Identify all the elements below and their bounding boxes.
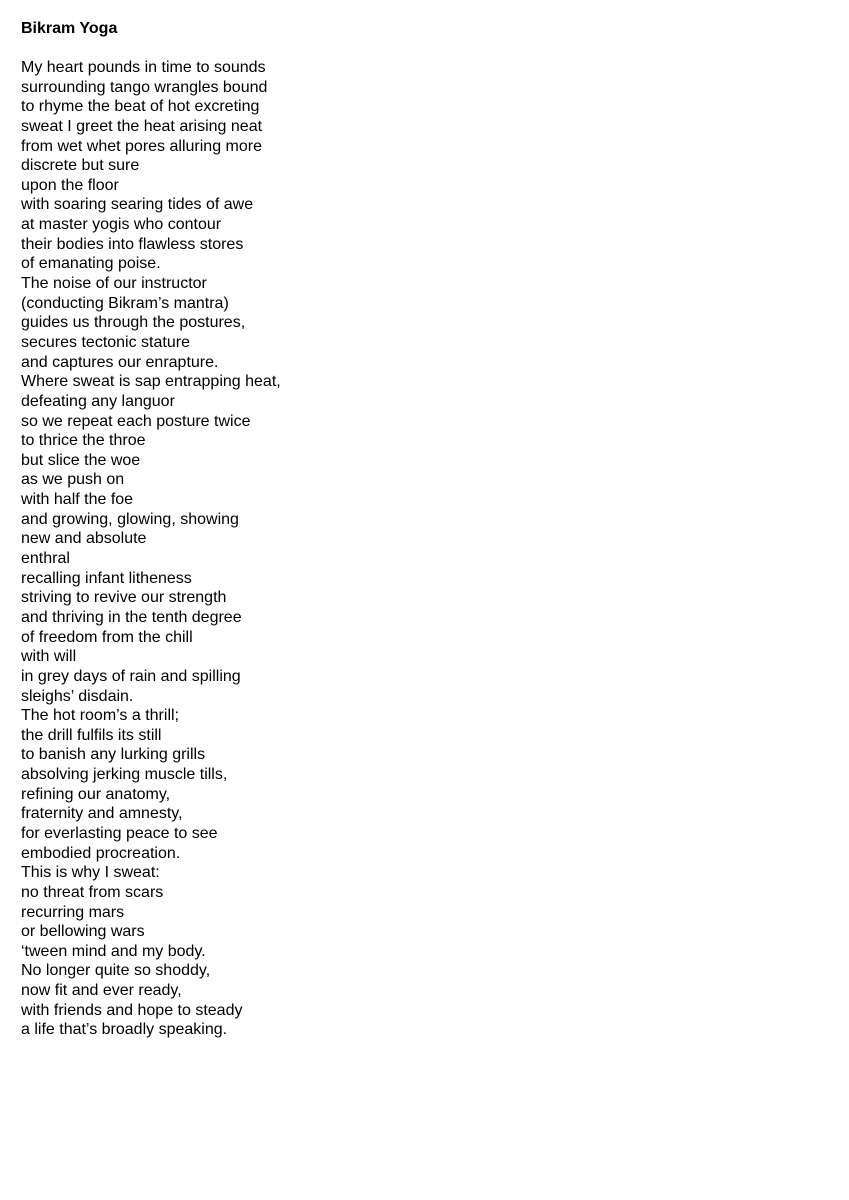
poem-line: new and absolute (21, 530, 147, 548)
poem-line: defeating any languor (21, 392, 175, 410)
poem-body (21, 58, 821, 1040)
poem-line: ‘tween mind and my body. (21, 942, 206, 960)
poem-line: so we repeat each posture twice (21, 412, 251, 430)
poem-line: with soaring searing tides of awe (21, 196, 254, 214)
poem-line: or bellowing wars (21, 923, 145, 941)
poem-line: with will (21, 648, 77, 666)
poem-line: Where sweat is sap entrapping heat, (21, 373, 281, 391)
poem-line: and growing, glowing, showing (21, 510, 239, 528)
poem-line: and thriving in the tenth degree (21, 608, 242, 626)
poem-line: guides us through the postures, (21, 314, 246, 332)
poem-line: and captures our enrapture. (21, 353, 219, 371)
document-page (21, 19, 821, 1040)
poem-line: of emanating poise. (21, 255, 161, 273)
poem-line: a life that’s broadly speaking. (21, 1021, 228, 1039)
poem-line: recurring mars (21, 903, 125, 921)
poem-line: The hot room’s a thrill; (21, 707, 179, 725)
poem-line: from wet whet pores alluring more (21, 137, 262, 155)
poem-line: to thrice the throe (21, 432, 146, 450)
poem-line: (conducting Bikram’s mantra) (21, 294, 229, 312)
poem-line: the drill fulfils its still (21, 726, 162, 744)
poem-line: as we push on (21, 471, 125, 489)
poem-line: to banish any lurking grills (21, 746, 206, 764)
poem-line: no threat from scars (21, 883, 164, 901)
poem-line: embodied procreation. (21, 844, 181, 862)
poem-line: No longer quite so shoddy, (21, 962, 211, 980)
poem-line: but slice the woe (21, 451, 141, 469)
poem-line: in grey days of rain and spilling (21, 667, 241, 685)
poem-line: of freedom from the chill (21, 628, 193, 646)
poem-line: upon the floor (21, 176, 119, 194)
poem-line: recalling infant litheness (21, 569, 192, 587)
poem-line: their bodies into flawless stores (21, 235, 244, 253)
poem-line: enthral (21, 550, 70, 568)
poem-line: discrete but sure (21, 157, 140, 175)
poem-line: This is why I sweat: (21, 864, 160, 882)
poem-line: sweat I greet the heat arising neat (21, 117, 263, 135)
poem-line: striving to revive our strength (21, 589, 227, 607)
poem-line: with friends and hope to steady (21, 1001, 243, 1019)
poem-line: The noise of our instructor (21, 275, 207, 293)
poem-line: absolving jerking muscle tills, (21, 766, 228, 784)
poem-line: to rhyme the beat of hot excreting (21, 98, 260, 116)
poem-line: My heart pounds in time to sounds (21, 59, 266, 76)
poem-line: refining our anatomy, (21, 785, 171, 803)
poem-line: for everlasting peace to see (21, 824, 218, 842)
poem-line: now fit and ever ready, (21, 982, 182, 1000)
poem-line: with half the foe (21, 491, 134, 509)
poem-line: surrounding tango wrangles bound (21, 78, 268, 96)
poem-line: fraternity and amnesty, (21, 805, 183, 823)
poem-line: at master yogis who contour (21, 216, 222, 234)
poem-line: secures tectonic stature (21, 333, 190, 351)
poem-line: sleighs’ disdain. (21, 687, 134, 705)
poem-title: Bikram Yoga (21, 20, 118, 37)
